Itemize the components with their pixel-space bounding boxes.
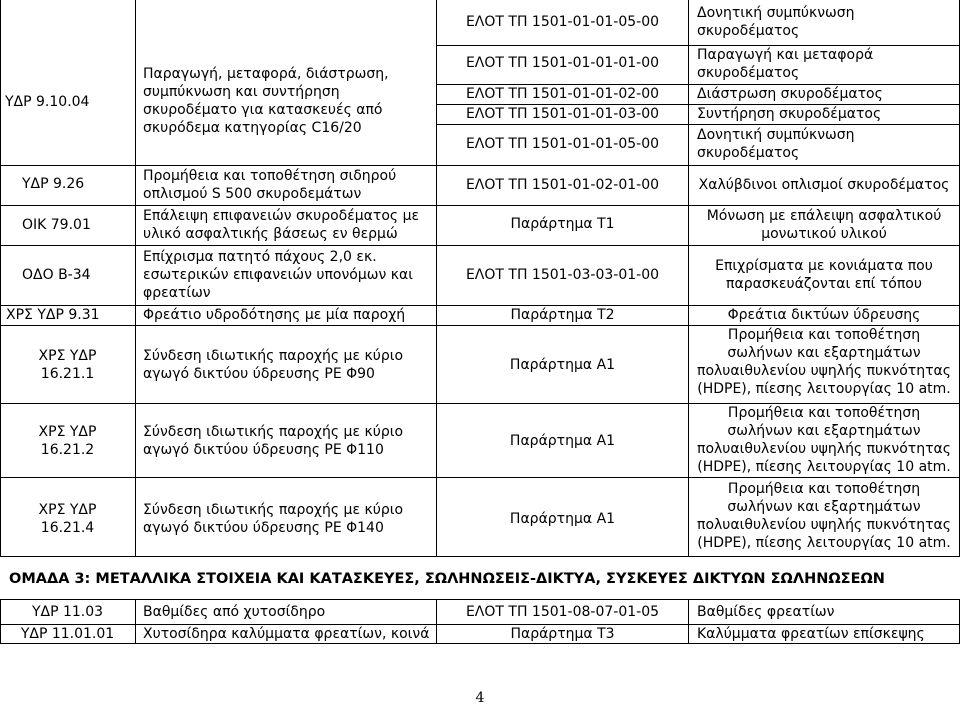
row-description: συμπύκνωση και συντήρηση xyxy=(143,84,340,100)
row-description: εσωτερικών επιφανειών υπονόμων και xyxy=(143,267,413,283)
spec-reference: Παράρτημα Α1 xyxy=(509,511,616,527)
spec-description: σωλήνων και εξαρτημάτων xyxy=(727,345,921,361)
rule xyxy=(0,643,960,644)
rule xyxy=(135,0,136,556)
rule xyxy=(135,599,136,644)
spec-description: Προμήθεια και τοποθέτηση xyxy=(727,405,921,421)
row-description: σκυροδέματο για κατασκευές από xyxy=(143,102,383,118)
rule xyxy=(436,45,960,46)
spec-description: Επιχρίσματα με κονιάματα που xyxy=(715,258,933,274)
row-description: αγωγό δικτύου ύδρευσης PE Φ140 xyxy=(143,520,384,536)
rule xyxy=(0,624,960,625)
row-description: Χυτοσίδηρα καλύμματα φρεατίων, κοινά xyxy=(143,626,430,642)
spec-description: σωλήνων και εξαρτημάτων xyxy=(727,423,921,439)
spec-description: Διάστρωση σκυροδέματος xyxy=(697,86,883,102)
spec-description: Μόνωση με επάλειψη ασφαλτικού xyxy=(706,208,942,224)
spec-reference: ΕΛΟΤ ΤΠ 1501-01-02-01-00 xyxy=(465,177,660,193)
rule xyxy=(0,245,960,246)
rule xyxy=(0,325,960,326)
spec-reference: Παράρτημα Τ3 xyxy=(510,626,615,642)
row-code: ΥΔΡ 9.26 xyxy=(22,176,85,192)
row-code: 16.21.4 xyxy=(40,520,95,536)
rule xyxy=(436,84,960,85)
row-description: Σύνδεση ιδιωτικής παροχής με κύριο xyxy=(143,424,404,440)
row-description: Βαθμίδες από χυτοσίδηρο xyxy=(143,604,326,620)
row-code: ΥΔΡ 11.03 xyxy=(31,604,104,620)
row-description: αγωγό δικτύου ύδρευσης PE Φ90 xyxy=(143,366,375,382)
rule xyxy=(688,599,689,644)
spec-description: Βαθμίδες φρεατίων xyxy=(697,604,835,620)
row-description: Σύνδεση ιδιωτικής παροχής με κύριο xyxy=(143,348,404,364)
spec-description: Δονητική συμπύκνωση xyxy=(697,5,855,21)
spec-description: Χαλύβδινοι οπλισμοί σκυροδέματος xyxy=(698,177,950,193)
rule xyxy=(0,165,960,166)
spec-description: μονωτικού υλικού xyxy=(761,226,887,242)
row-code: ΧΡΣ ΥΔΡ xyxy=(38,502,97,518)
rule xyxy=(0,403,960,404)
page-number: 4 xyxy=(475,690,485,706)
row-code: ΟΔΟ Β-34 xyxy=(22,267,91,283)
row-description: Φρεάτιο υδροδότησης με μία παροχή xyxy=(143,307,406,323)
row-description: φρεατίων xyxy=(143,285,211,301)
row-description: Επάλειψη επιφανειών σκυροδέματος με xyxy=(143,208,420,224)
row-code: 16.21.2 xyxy=(40,442,95,458)
spec-description: σκυροδέματος xyxy=(697,145,800,161)
spec-reference: ΕΛΟΤ ΤΠ 1501-01-01-03-00 xyxy=(465,106,660,122)
rule xyxy=(0,205,960,206)
spec-reference: ΕΛΟΤ ΤΠ 1501-01-01-01-00 xyxy=(465,55,660,71)
spec-reference: ΕΛΟΤ ΤΠ 1501-08-07-01-05 xyxy=(465,604,660,620)
spec-description: παρασκευάζονται επί τόπου xyxy=(726,276,922,292)
spec-reference: ΕΛΟΤ ΤΠ 1501-01-01-05-00 xyxy=(465,14,660,30)
spec-description: σκυροδέματος xyxy=(697,65,800,81)
spec-description: Συντήρηση σκυροδέματος xyxy=(697,106,882,122)
row-description: υλικό ασφαλτικής βάσεως εν θερμώ xyxy=(143,226,398,242)
rule xyxy=(436,124,960,125)
row-code: ΥΔΡ 11.01.01 xyxy=(20,626,115,642)
rule xyxy=(436,104,960,105)
row-description: σκυρόδεμα κατηγορίας C16/20 xyxy=(143,120,362,136)
spec-reference: Παράρτημα Τ1 xyxy=(510,216,615,232)
spec-reference: ΕΛΟΤ ΤΠ 1501-01-01-05-00 xyxy=(465,136,660,152)
spec-description: Καλύμματα φρεατίων επίσκεψης xyxy=(697,626,925,642)
row-code: ΧΡΣ ΥΔΡ 9.31 xyxy=(6,307,100,323)
spec-description: Φρεάτια δικτύων ύδρευσης xyxy=(727,307,921,323)
rule xyxy=(0,0,1,556)
section-heading: ΟΜΑΔΑ 3: ΜΕΤΑΛΛΙΚΑ ΣΤΟΙΧΕΙΑ ΚΑΙ ΚΑΤΑΣΚΕΥΕΣ, ΣΩΛΗΝΩΣΕΙΣ-ΔΙΚΤΥΑ, ΣΥΣΚΕΥΕΣ ΔΙΚΤΥΩΝ ΣΩΛΗΝΩΣΕΩΝ xyxy=(9,571,885,587)
spec-description: πολυαιθυλενίου υψηλής πυκνότητας xyxy=(697,363,951,379)
spec-description: πολυαιθυλενίου υψηλής πυκνότητας xyxy=(697,517,951,533)
rule xyxy=(0,556,960,557)
row-description: Παραγωγή, μεταφορά, διάστρωση, xyxy=(143,66,389,82)
rule xyxy=(0,599,960,600)
row-description: Προμήθεια και τοποθέτηση σιδηρού xyxy=(143,168,397,184)
spec-reference: Παράρτημα Τ2 xyxy=(510,307,615,323)
spec-reference: ΕΛΟΤ ΤΠ 1501-03-03-01-00 xyxy=(465,267,660,283)
spec-description: Δονητική συμπύκνωση xyxy=(697,127,855,143)
row-code: ΟΙΚ 79.01 xyxy=(22,217,91,233)
row-description: Επίχρισμα πατητό πάχους 2,0 εκ. xyxy=(143,249,377,265)
spec-description: (HDPE), πίεσης λειτουργίας 10 atm. xyxy=(697,381,951,397)
row-description: οπλισμού S 500 σκυροδεμάτων xyxy=(143,186,362,202)
row-code: ΧΡΣ ΥΔΡ xyxy=(38,348,97,364)
row-code: ΧΡΣ ΥΔΡ xyxy=(38,424,97,440)
spec-reference: ΕΛΟΤ ΤΠ 1501-01-01-02-00 xyxy=(465,86,660,102)
spec-description: Παραγωγή και μεταφορά xyxy=(697,47,874,63)
spec-description: Προμήθεια και τοποθέτηση xyxy=(727,481,921,497)
spec-description: σωλήνων και εξαρτημάτων xyxy=(727,499,921,515)
row-description: αγωγό δικτύου ύδρευσης PE Φ110 xyxy=(143,442,384,458)
rule xyxy=(0,305,960,306)
row-code: ΥΔΡ 9.10.04 xyxy=(5,94,90,110)
rule xyxy=(0,477,960,478)
spec-reference: Παράρτημα Α1 xyxy=(509,433,616,449)
spec-description: (HDPE), πίεσης λειτουργίας 10 atm. xyxy=(697,535,951,551)
row-description: Σύνδεση ιδιωτικής παροχής με κύριο xyxy=(143,502,404,518)
spec-description: σκυροδέματος xyxy=(697,23,800,39)
spec-description: Προμήθεια και τοποθέτηση xyxy=(727,327,921,343)
row-code: 16.21.1 xyxy=(40,366,95,382)
spec-description: (HDPE), πίεσης λειτουργίας 10 atm. xyxy=(697,459,951,475)
spec-reference: Παράρτημα Α1 xyxy=(509,357,616,373)
spec-description: πολυαιθυλενίου υψηλής πυκνότητας xyxy=(697,441,951,457)
